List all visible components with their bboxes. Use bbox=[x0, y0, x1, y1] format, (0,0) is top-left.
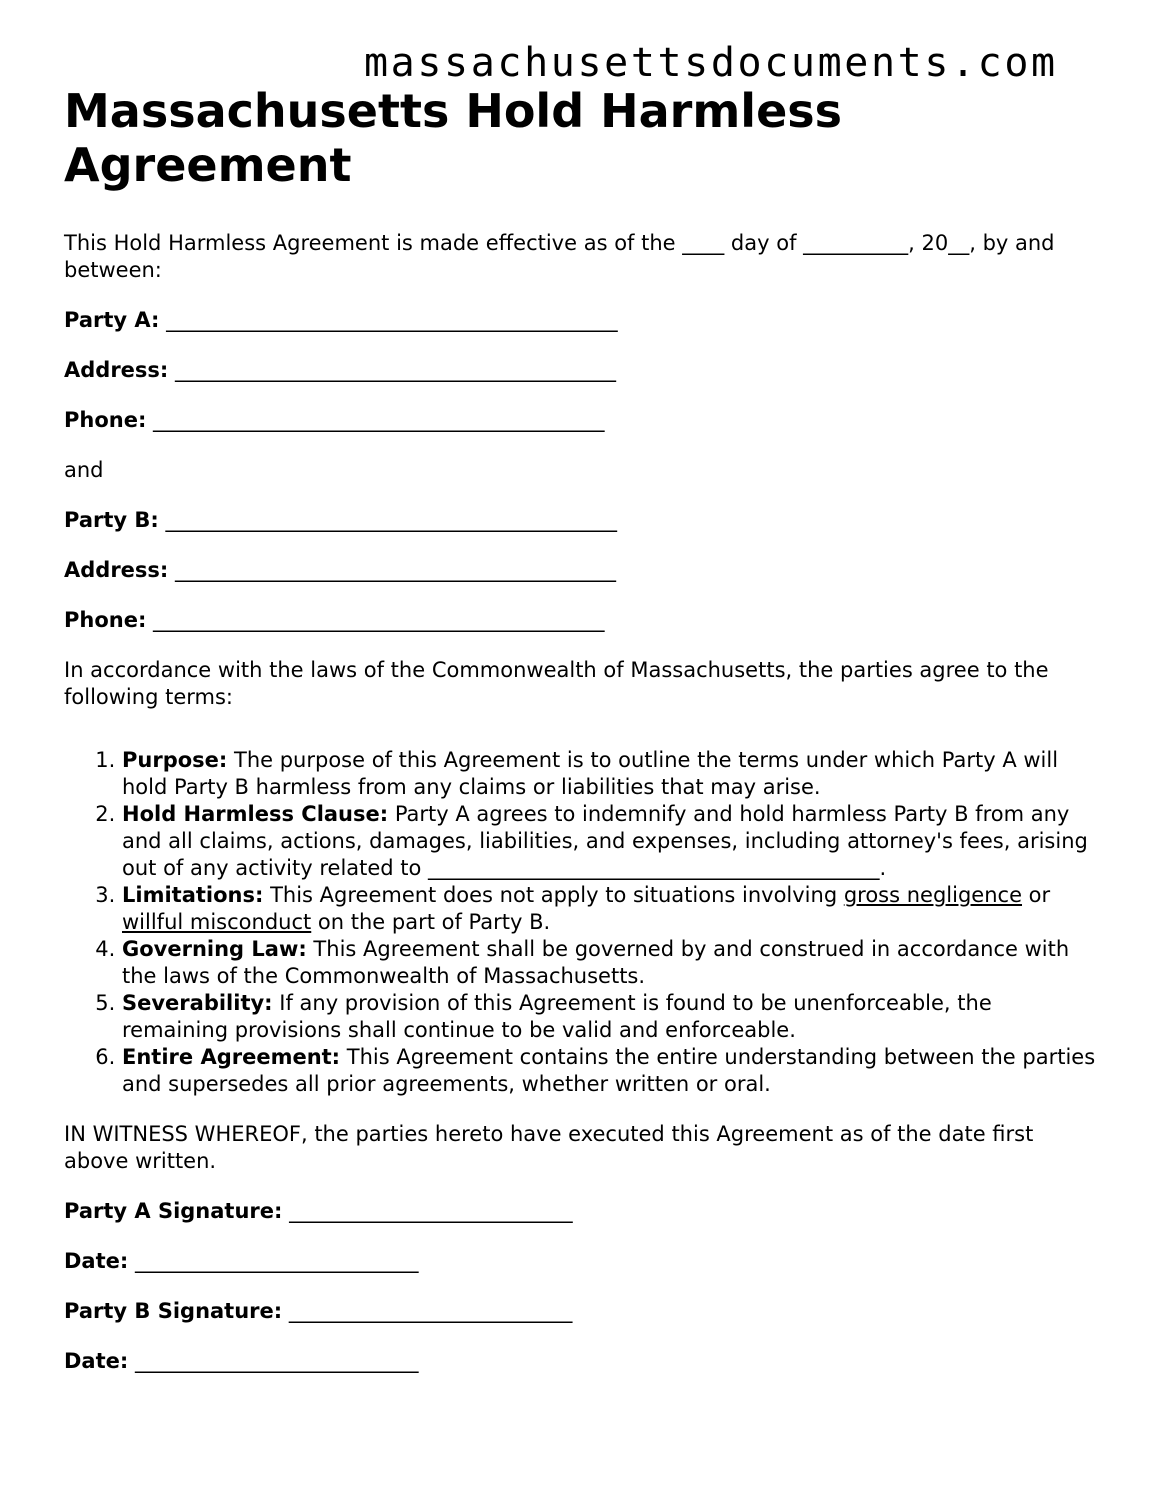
party-a-address-label: Address: bbox=[64, 358, 169, 382]
party-b-signature-label: Party B Signature: bbox=[64, 1299, 283, 1323]
willful-misconduct-link[interactable]: willful misconduct bbox=[122, 910, 312, 934]
term-governing-law bbox=[122, 936, 1104, 990]
party-b-date-label: Date: bbox=[64, 1349, 129, 1373]
site-watermark: massachusettsdocuments.com bbox=[364, 40, 1058, 86]
party-a-signature-blank: ___________________________ bbox=[289, 1199, 573, 1223]
term-text: Party A agrees to indemnify and hold harmless Party B from any and all claims, actions, damages, liabilities, and expenses, including attorney's fees, arising out of any activity related to ___________________________________________. bbox=[122, 802, 1088, 880]
party-b-address-label: Address: bbox=[64, 558, 169, 582]
term-heading: Hold Harmless Clause: bbox=[122, 802, 389, 826]
gross-negligence-link[interactable]: gross negligence bbox=[843, 883, 1022, 907]
term-text: or bbox=[1022, 883, 1051, 907]
party-b-phone-label: Phone: bbox=[64, 608, 147, 632]
term-heading: Entire Agreement: bbox=[122, 1045, 341, 1069]
party-b-signature-blank: ___________________________ bbox=[288, 1299, 573, 1323]
party-b-phone-blank: ___________________________________________ bbox=[153, 608, 605, 632]
term-text: This Agreement contains the entire understanding between the parties and supersedes all prior agreements, whether written or oral. bbox=[122, 1045, 1096, 1096]
party-a-phone-field bbox=[64, 407, 1104, 434]
term-text: This Agreement does not apply to situations involving bbox=[263, 883, 844, 907]
party-b-address-blank: __________________________________________ bbox=[175, 558, 617, 582]
party-a-date-blank: ___________________________ bbox=[134, 1249, 419, 1273]
party-a-signature-label: Party A Signature: bbox=[64, 1199, 283, 1223]
term-text: The purpose of this Agreement is to outline the terms under which Party A will hold Party B harmless from any claims or liabilities that may arise. bbox=[122, 748, 1059, 799]
party-b-address-field bbox=[64, 557, 1104, 584]
party-a-address-blank: __________________________________________ bbox=[175, 358, 617, 382]
party-b-date-blank: ___________________________ bbox=[134, 1349, 419, 1373]
party-b-name-blank: ___________________________________________ bbox=[165, 508, 617, 532]
term-entire-agreement bbox=[122, 1044, 1104, 1098]
witness-paragraph: IN WITNESS WHEREOF, the parties hereto have executed this Agreement as of the date first above written. bbox=[64, 1122, 1034, 1173]
party-a-signature-field bbox=[64, 1198, 1104, 1225]
term-purpose bbox=[122, 747, 1104, 801]
term-severability bbox=[122, 990, 1104, 1044]
term-heading: Limitations: bbox=[122, 883, 264, 907]
term-hold-harmless-clause bbox=[122, 801, 1104, 882]
party-a-name-blank: ___________________________________________ bbox=[166, 308, 618, 332]
term-heading: Governing Law: bbox=[122, 937, 307, 961]
term-text: This Agreement shall be governed by and construed in accordance with the laws of the Commonwealth of Massachusetts. bbox=[122, 937, 1070, 988]
party-b-date-field bbox=[64, 1348, 1104, 1375]
party-a-date-label: Date: bbox=[64, 1249, 129, 1273]
term-heading: Purpose: bbox=[122, 748, 228, 772]
term-text: If any provision of this Agreement is found to be unenforceable, the remaining provisions shall continue to be valid and enforceable. bbox=[122, 991, 992, 1042]
intro-paragraph: This Hold Harmless Agreement is made effective as of the ____ day of __________, 20__, by and between: bbox=[64, 231, 1055, 282]
document-title: Massachusetts Hold Harmless Agreement bbox=[64, 84, 843, 192]
party-a-name-field bbox=[64, 307, 1104, 334]
and-text: and bbox=[64, 458, 104, 482]
term-heading: Severability: bbox=[122, 991, 273, 1015]
terms-list bbox=[64, 747, 1104, 1098]
party-a-phone-label: Phone: bbox=[64, 408, 147, 432]
term-limitations bbox=[122, 882, 1104, 936]
party-a-phone-blank: ___________________________________________ bbox=[153, 408, 605, 432]
party-a-date-field bbox=[64, 1248, 1104, 1275]
agreement-document bbox=[64, 84, 1104, 1375]
party-b-signature-field bbox=[64, 1298, 1104, 1325]
party-a-address-field bbox=[64, 357, 1104, 384]
party-a-name-label: Party A: bbox=[64, 308, 160, 332]
party-b-phone-field bbox=[64, 607, 1104, 634]
term-text: on the part of Party B. bbox=[311, 910, 551, 934]
party-b-name-label: Party B: bbox=[64, 508, 159, 532]
terms-intro-paragraph: In accordance with the laws of the Commonwealth of Massachusetts, the parties agree to the following terms: bbox=[64, 658, 1049, 709]
party-b-name-field bbox=[64, 507, 1104, 534]
